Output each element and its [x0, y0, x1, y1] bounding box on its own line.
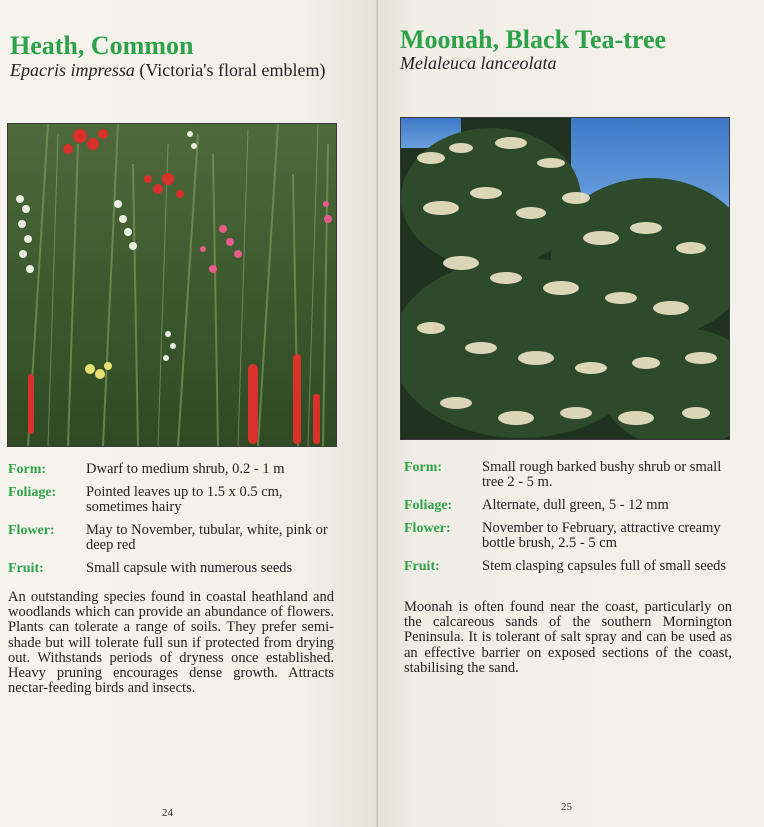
spec-value: Stem clasping capsules full of small seeds [482, 558, 727, 574]
spec-value: Small rough barked bushy shrub or small tree 2 - 5 m. [482, 459, 722, 490]
spec-value: Dwarf to medium shrub, 0.2 - 1 m [86, 461, 285, 477]
right-page [378, 0, 764, 827]
spec-value: May to November, tubular, white, pink or deep red [86, 522, 328, 553]
spec-value: Small capsule with numerous seeds [86, 560, 293, 576]
left-scientific-name: Epacris impressa [10, 60, 135, 80]
spec-label: Foliage: [8, 485, 57, 500]
spec-row-flower [404, 521, 734, 551]
spec-row-foliage [8, 485, 336, 515]
spec-row-flower [8, 523, 336, 553]
spec-label: Flower: [404, 521, 451, 536]
spec-label: Flower: [8, 523, 55, 538]
tea-tree-photo [400, 117, 730, 440]
left-page-subtitle [10, 60, 330, 80]
left-page-title: Heath, Common [10, 31, 194, 60]
spec-row-form [8, 462, 336, 477]
spec-row-fruit [404, 559, 734, 574]
right-page-subtitle [400, 53, 740, 73]
spec-row-foliage [404, 498, 734, 513]
right-spec-table [404, 460, 734, 582]
heath-flowers-photo [7, 123, 337, 447]
spec-label: Form: [404, 460, 443, 475]
left-description: An outstanding species found in coastal heathland and woodlands which can provide an abundance of flowers. Plants can tolerate a range of soils. They prefer semi-shade but will tolerate full sun if protected from drying out. Withstands periods of dryness once established. Heavy pruning encourages dense growth. Attracts nectar-feeding birds and insects. [8, 589, 334, 697]
spec-label: Fruit: [8, 561, 44, 576]
right-scientific-name: Melaleuca lanceolata [400, 53, 557, 73]
page-number: 24 [162, 807, 173, 819]
spec-label: Fruit: [404, 559, 440, 574]
left-page [0, 0, 378, 827]
spec-row-fruit [8, 561, 336, 576]
left-spec-table [8, 462, 336, 584]
spec-row-form [404, 460, 734, 490]
left-subtitle-note: (Victoria's floral emblem) [139, 60, 326, 80]
right-description: Moonah is often found near the coast, particularly on the calcareous sands of the southern Mornington Peninsula. It is tolerant of salt spray and can be used as an effective barrier on exposed sections of the coast, stabilising the sand. [404, 599, 732, 676]
spec-value: Alternate, dull green, 5 - 12 mm [482, 497, 669, 513]
spec-label: Form: [8, 462, 47, 477]
right-page-title: Moonah, Black Tea-tree [400, 25, 667, 54]
spec-label: Foliage: [404, 498, 453, 513]
spec-value: Pointed leaves up to 1.5 x 0.5 cm, sometimes hairy [86, 484, 283, 515]
spec-value: November to February, attractive creamy bottle brush, 2.5 - 5 cm [482, 520, 721, 551]
page-number: 25 [561, 801, 572, 813]
